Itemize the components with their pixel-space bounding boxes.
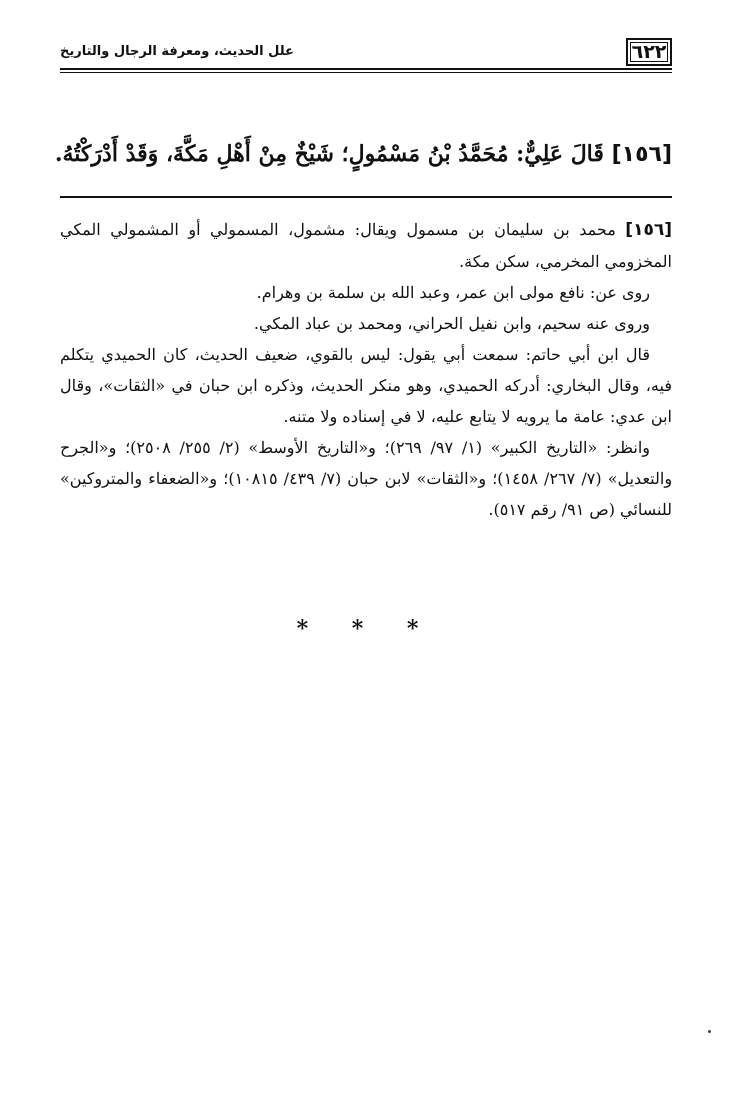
matn-text	[54, 134, 672, 175]
commentary-number: [١٥٦]	[625, 220, 672, 240]
commentary	[60, 214, 672, 525]
scan-speck	[708, 1030, 711, 1033]
section-separator: * * *	[296, 616, 437, 642]
commentary-paragraph-1	[60, 214, 672, 277]
commentary-paragraph-text: محمد بن سليمان بن مسمول ويقال: مشمول، المسمولي أو المشمولي المكي المخزومي المخرمي، سكن مكة.	[60, 220, 672, 271]
page-number: ٦٢٢	[626, 38, 672, 66]
commentary-paragraph-4: قال ابن أبي حاتم: سمعت أبي يقول: ليس بالقوي، ضعيف الحديث، كان الحميدي يتكلم فيه، وقال البخاري: أدركه الحميدي، وهو منكر الحديث، وذكره ابن حبان في «الثقات»، وقال ابن عدي: عامة ما يرويه لا يتابع عليه، لا في إسناده ولا متنه.	[60, 345, 672, 426]
commentary-paragraph-3: وروى عنه سحيم، وابن نفيل الحراني، ومحمد بن عباد المكي.	[253, 314, 650, 333]
header-rule	[60, 68, 672, 70]
commentary-paragraph-2: روى عن: نافع مولى ابن عمر، وعبد الله بن سلمة بن وهرام.	[256, 283, 650, 302]
commentary-paragraph-5: وانظر: «التاريخ الكبير» (١/ ٩٧/ ٢٦٩)؛ و«التاريخ الأوسط» (٢/ ٢٥٥/ ٢٥٠٨)؛ و«الجرح والتعديل» (٧/ ٢٦٧/ ١٤٥٨)؛ و«الثقات» لابن حبان (٧/ ٤٣٩/ ١٠٨١٥)؛ و«الضعفاء والمتروكين» للنسائي (ص ٩١/ رقم ٥١٧).	[60, 438, 673, 519]
running-title: علل الحديث، ومعرفة الرجال والتاريخ	[60, 44, 294, 59]
page-header	[60, 38, 672, 74]
matn-number: [١٥٦]	[611, 142, 672, 167]
matn-body: قَالَ عَلِيٌّ: مُحَمَّدُ بْنُ مَسْمُولٍ؛ شَيْخٌ مِنْ أَهْلِ مَكَّةَ، وَقَدْ أَدْرَكْتُهُ.	[54, 141, 604, 167]
matn-divider	[60, 196, 672, 198]
